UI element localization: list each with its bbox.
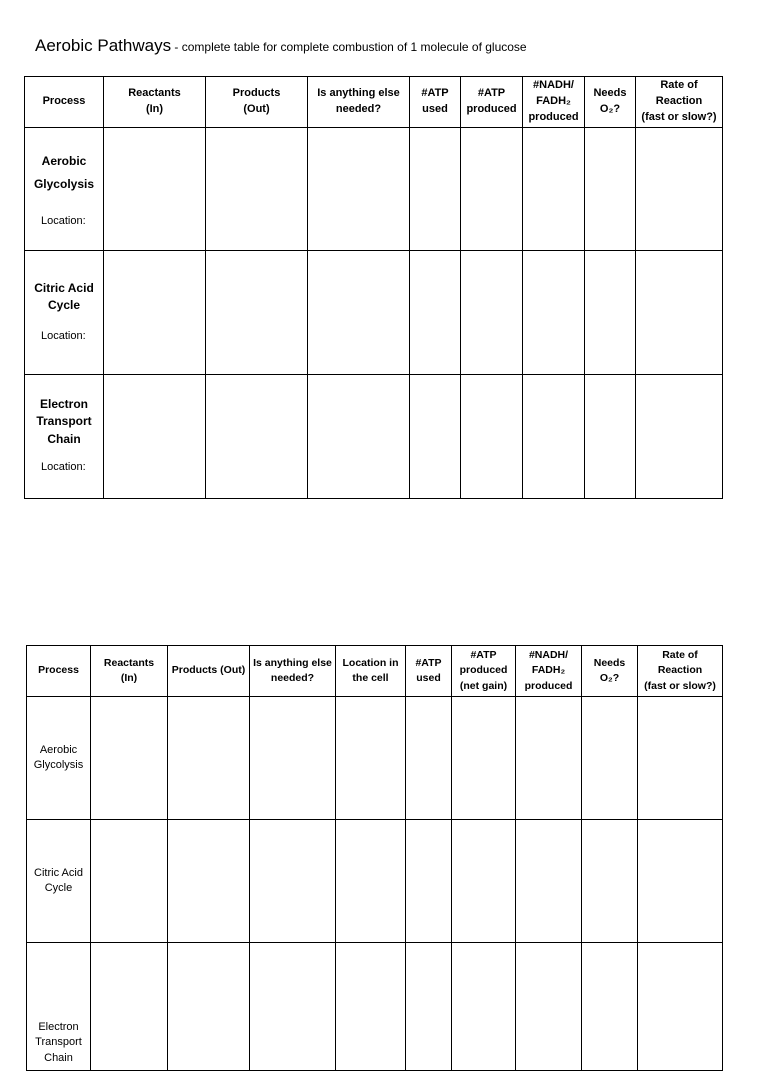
header-cell: Is anything else needed? (308, 77, 410, 128)
answer-cell[interactable] (206, 251, 308, 375)
answer-cell[interactable] (250, 943, 336, 1071)
table-header-row (27, 646, 723, 697)
answer-cell[interactable] (308, 128, 410, 251)
answer-cell[interactable] (516, 943, 582, 1071)
header-cell: Needs O₂? (582, 646, 638, 697)
header-cell: Reactants (In) (104, 77, 206, 128)
answer-cell[interactable] (523, 128, 585, 251)
answer-cell[interactable] (336, 943, 406, 1071)
answer-cell[interactable] (516, 697, 582, 820)
table-row (25, 251, 723, 375)
pathways-table-1 (24, 76, 723, 499)
answer-cell[interactable] (582, 697, 638, 820)
answer-cell[interactable] (308, 251, 410, 375)
header-cell: Is anything else needed? (250, 646, 336, 697)
answer-cell[interactable] (168, 943, 250, 1071)
header-cell: Needs O₂? (585, 77, 636, 128)
answer-cell[interactable] (636, 251, 723, 375)
table-header-row (25, 77, 723, 128)
title-main: Aerobic Pathways (35, 36, 172, 55)
answer-cell[interactable] (91, 697, 168, 820)
table-row (27, 820, 723, 943)
table-row (25, 128, 723, 251)
answer-cell[interactable] (638, 697, 723, 820)
answer-cell[interactable] (461, 375, 523, 499)
answer-cell[interactable] (461, 251, 523, 375)
answer-cell[interactable] (104, 375, 206, 499)
answer-cell[interactable] (168, 697, 250, 820)
answer-cell[interactable] (585, 128, 636, 251)
answer-cell[interactable] (523, 251, 585, 375)
answer-cell[interactable] (406, 820, 452, 943)
header-cell: #ATP used (406, 646, 452, 697)
pathways-table-2 (26, 645, 723, 1071)
table-row (27, 697, 723, 820)
answer-cell[interactable] (523, 375, 585, 499)
header-cell: Rate of Reaction (fast or slow?) (636, 77, 723, 128)
header-cell: #NADH/ FADH₂ produced (516, 646, 582, 697)
answer-cell[interactable] (582, 820, 638, 943)
header-cell: #ATP produced (net gain) (452, 646, 516, 697)
answer-cell[interactable] (585, 375, 636, 499)
process-name: Citric Acid Cycle (34, 281, 94, 313)
header-cell: Location in the cell (336, 646, 406, 697)
answer-cell[interactable] (638, 820, 723, 943)
answer-cell[interactable] (410, 375, 461, 499)
answer-cell[interactable] (206, 128, 308, 251)
header-cell: #ATP produced (461, 77, 523, 128)
answer-cell[interactable] (410, 251, 461, 375)
header-cell: Products (Out) (206, 77, 308, 128)
process-name: Citric Acid Cycle (27, 820, 91, 943)
location-label: Location: (41, 461, 86, 473)
header-cell: Process (27, 646, 91, 697)
answer-cell[interactable] (452, 943, 516, 1071)
process-cell (25, 128, 104, 251)
location-label: Location: (41, 215, 86, 227)
answer-cell[interactable] (516, 820, 582, 943)
header-cell: Process (25, 77, 104, 128)
answer-cell[interactable] (461, 128, 523, 251)
answer-cell[interactable] (452, 697, 516, 820)
process-name: Electron Transport Chain (36, 397, 92, 446)
header-cell: #NADH/ FADH₂ produced (523, 77, 585, 128)
table-row (25, 375, 723, 499)
answer-cell[interactable] (406, 943, 452, 1071)
answer-cell[interactable] (250, 697, 336, 820)
answer-cell[interactable] (582, 943, 638, 1071)
table-row (27, 943, 723, 1071)
title-subtitle: - complete table for complete combustion of 1 molecule of glucose (171, 40, 527, 54)
answer-cell[interactable] (91, 943, 168, 1071)
answer-cell[interactable] (406, 697, 452, 820)
answer-cell[interactable] (452, 820, 516, 943)
process-name: Aerobic Glycolysis (27, 697, 91, 820)
header-cell: Rate of Reaction (fast or slow?) (638, 646, 723, 697)
answer-cell[interactable] (336, 697, 406, 820)
process-cell (25, 375, 104, 499)
answer-cell[interactable] (104, 251, 206, 375)
header-cell: Products (Out) (168, 646, 250, 697)
answer-cell[interactable] (636, 375, 723, 499)
answer-cell[interactable] (638, 943, 723, 1071)
answer-cell[interactable] (91, 820, 168, 943)
answer-cell[interactable] (410, 128, 461, 251)
header-cell: Reactants (In) (91, 646, 168, 697)
location-label: Location: (41, 330, 86, 342)
answer-cell[interactable] (250, 820, 336, 943)
answer-cell[interactable] (308, 375, 410, 499)
answer-cell[interactable] (336, 820, 406, 943)
process-cell (25, 251, 104, 375)
process-name: Aerobic Glycolysis (33, 154, 95, 191)
answer-cell[interactable] (636, 128, 723, 251)
process-name: Electron Transport Chain (27, 943, 91, 1071)
answer-cell[interactable] (104, 128, 206, 251)
answer-cell[interactable] (206, 375, 308, 499)
header-cell: #ATP used (410, 77, 461, 128)
answer-cell[interactable] (168, 820, 250, 943)
answer-cell[interactable] (585, 251, 636, 375)
page-title (35, 36, 527, 56)
